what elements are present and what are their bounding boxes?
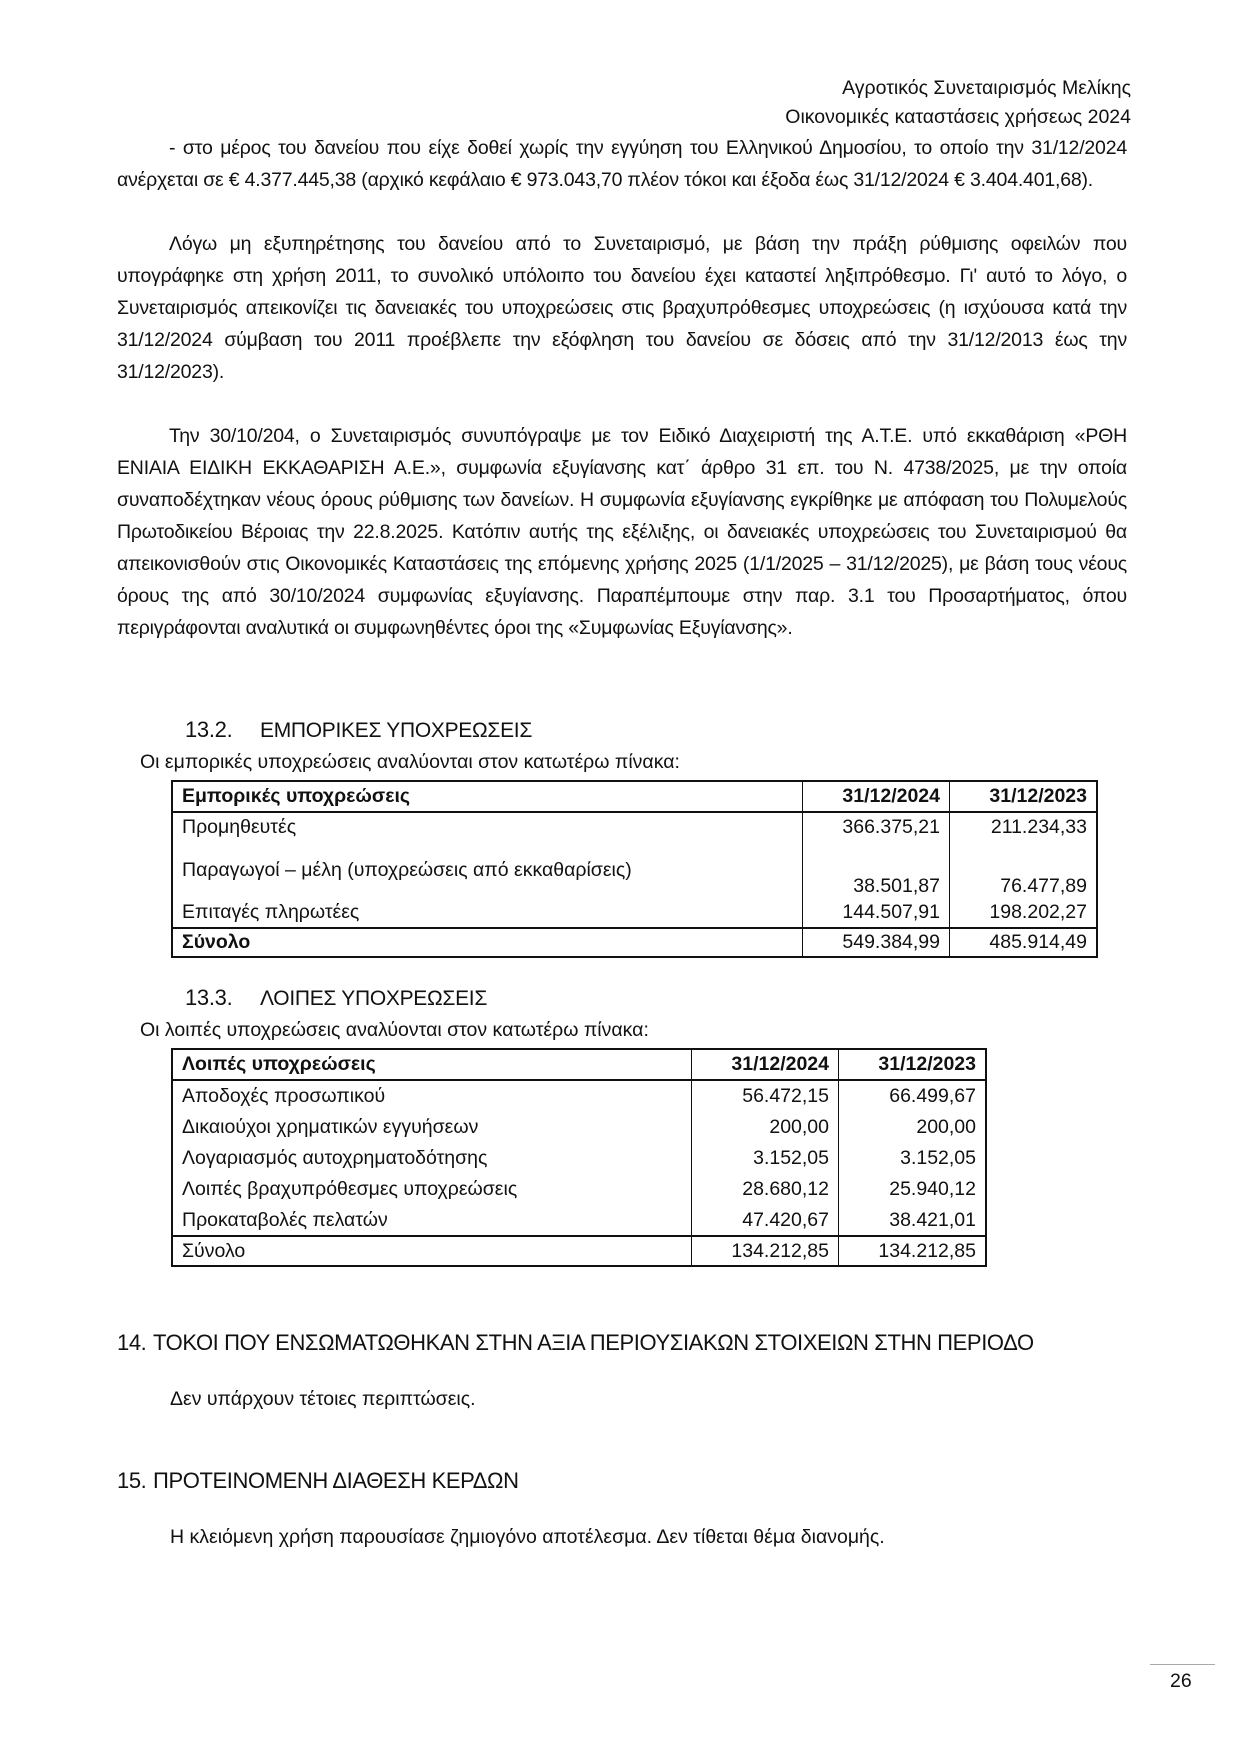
table-row xyxy=(172,842,1097,898)
row-label: Επιταγές πληρωτέες xyxy=(172,898,803,928)
section-title: ΛΟΙΠΕΣ ΥΠΟΧΡΕΩΣΕΙΣ xyxy=(260,987,487,1010)
section-13-3-heading xyxy=(185,985,487,1011)
table-row xyxy=(172,1080,986,1112)
row-label: Λογαριασμός αυτοχρηματοδότησης xyxy=(172,1143,692,1174)
trade-payables-table xyxy=(171,780,1098,958)
row-label: Προμηθευτές xyxy=(172,812,803,842)
value-2024: 38.501,87 xyxy=(803,842,950,898)
total-label: Σύνολο xyxy=(172,928,803,957)
value-2023: 76.477,89 xyxy=(1000,875,1087,897)
table-row xyxy=(172,1205,986,1236)
section-title: ΕΜΠΟΡΙΚΕΣ ΥΠΟΧΡΕΩΣΕΙΣ xyxy=(260,719,533,742)
section-number: 13.3. xyxy=(185,985,233,1010)
header-organization: Αγροτικός Συνεταιρισμός Μελίκης xyxy=(842,77,1131,99)
table-total-row xyxy=(172,928,1097,957)
section-title: ΤΟΚΟΙ ΠΟΥ ΕΝΣΩΜΑΤΩΘΗΚΑΝ ΣΤΗΝ ΑΞΙΑ ΠΕΡΙΟΥΣΙΑΚΩΝ ΣΤΟΙΧΕΙΩΝ ΣΤΗΝ ΠΕΡΙΟΔΟ xyxy=(153,1330,1034,1355)
paragraph-restructuring-agreement: Την 30/10/204, ο Συνεταιρισμός συνυπόγραψε με τον Ειδικό Διαχειριστή της Α.Τ.Ε. υπό εκκαθάριση «ΡΘΗ ΕΝΙΑΙΑ ΕΙΔΙΚΗ ΕΚΚΑΘΑΡΙΣΗ Α.Ε.», συμφωνία εξυγίανσης κατ΄ άρθρο 31 επ. του Ν. 4738/2025, με την οποία συναποδέχτηκαν νέους όρους ρύθμισης των δανείων. Η συμφωνία εξυγίανσης εγκρίθηκε με απόφαση του Πολυμελούς Πρωτοδικείου Βέροιας την 22.8.2025. Κατόπιν αυτής της εξέλιξης, οι δανειακές υποχρεώσεις του Συνεταιρισμού θα απεικονισθούν στις Οικονομικές Καταστάσεις της επόμενης χρήσης 2025 (1/1/2025 – 31/12/2025), με βάση τους νέους όρους της από 30/10/2024 συμφωνίας εξυγίανσης. Παραπέμπουμε στην παρ. 3.1 του Προσαρτήματος, όπου περιγράφονται αναλυτικά οι συμφωνηθέντες όροι της «Συμφωνίας Εξυγίανσης». xyxy=(117,425,1127,639)
column-header: 31/12/2023 xyxy=(839,1049,987,1080)
row-label: Δικαιούχοι χρηματικών εγγυήσεων xyxy=(172,1112,692,1143)
header-document-title: Οικονομικές καταστάσεις χρήσεως 2024 xyxy=(785,106,1131,128)
total-2024: 549.384,99 xyxy=(803,928,950,957)
table-header-row xyxy=(172,1049,986,1080)
footer-divider xyxy=(1150,1664,1215,1665)
column-header: Εμπορικές υποχρεώσεις xyxy=(172,781,803,812)
column-header: 31/12/2024 xyxy=(692,1049,839,1080)
total-2023: 134.212,85 xyxy=(839,1236,987,1266)
table-header-row xyxy=(172,781,1097,812)
section-15-heading xyxy=(117,1468,519,1494)
value-2023: 198.202,27 xyxy=(989,901,1087,923)
value-2024: 56.472,15 xyxy=(692,1080,839,1112)
table-total-row xyxy=(172,1236,986,1266)
paragraph-loan-without-guarantee: - στο μέρος του δανείου που είχε δοθεί χωρίς την εγγύηση του Ελληνικού Δημοσίου, το οποίο την 31/12/2024 ανέρχεται σε € 4.377.445,38 (αρχικό κεφάλαιο € 973.043,70 πλέον τόκοι και έξοδα έως 31/12/2024 € 3.404.401,68). xyxy=(117,137,1127,191)
value-2023: 211.234,33 xyxy=(990,816,1087,838)
section-13-2-heading xyxy=(185,717,532,743)
row-label: Προκαταβολές πελατών xyxy=(172,1205,692,1236)
value-2023: 3.152,05 xyxy=(900,1147,976,1169)
section-15-body: Η κλειόμενη χρήση παρουσίασε ζημιογόνο αποτέλεσμα. Δεν τίθεται θέμα διανομής. xyxy=(170,1526,885,1548)
table-row xyxy=(172,1174,986,1205)
section-13-2-intro: Οι εμπορικές υποχρεώσεις αναλύονται στον κατωτέρω πίνακα: xyxy=(140,751,680,773)
value-2024: 3.152,05 xyxy=(692,1143,839,1174)
section-14-heading xyxy=(117,1330,1034,1356)
table-row xyxy=(172,898,1097,928)
section-14-body: Δεν υπάρχουν τέτοιες περιπτώσεις. xyxy=(170,1388,476,1410)
total-2024: 134.212,85 xyxy=(692,1236,839,1266)
value-2023: 38.421,01 xyxy=(889,1208,976,1231)
table-row xyxy=(172,1112,986,1143)
column-header: 31/12/2024 xyxy=(803,781,950,812)
value-2024: 47.420,67 xyxy=(692,1205,839,1236)
row-label: Λοιπές βραχυπρόθεσμες υποχρεώσεις xyxy=(172,1174,692,1205)
value-2023: 200,00 xyxy=(916,1116,976,1138)
paragraph-overdue-loan: Λόγω μη εξυπηρέτησης του δανείου από το Συνεταιρισμό, με βάση την πράξη ρύθμισης οφειλών που υπογράφηκε στη χρήση 2011, το συνολικό υπόλοιπο του δανείου έχει καταστεί ληξιπρόθεσμο. Γι' αυτό το λόγο, ο Συνεταιρισμός απεικονίζει τις δανειακές του υποχρεώσεις στις βραχυπρόθεσμες υποχρεώσεις (η ισχύουσα κατά την 31/12/2024 σύμβαση του 2011 προέβλεπε την εξόφληση του δανείου σε δόσεις από την 31/12/2013 έως την 31/12/2023). xyxy=(117,233,1127,383)
section-number: 14. xyxy=(117,1330,147,1355)
row-label: Αποδοχές προσωπικού xyxy=(172,1080,692,1112)
page-number: 26 xyxy=(1170,1670,1192,1692)
table-row xyxy=(172,812,1097,842)
row-label: Παραγωγοί – μέλη (υποχρεώσεις από εκκαθαρίσεις) xyxy=(172,842,803,898)
page-header xyxy=(785,74,1131,132)
section-number: 15. xyxy=(117,1468,147,1493)
column-header: Λοιπές υποχρεώσεις xyxy=(172,1049,692,1080)
value-2024: 144.507,91 xyxy=(803,898,950,928)
other-payables-table xyxy=(171,1048,987,1267)
section-title: ΠΡΟΤΕΙΝΟΜΕΝΗ ΔΙΑΘΕΣΗ ΚΕΡΔΩΝ xyxy=(153,1468,519,1493)
value-2023: 66.499,67 xyxy=(889,1085,976,1107)
section-13-3-intro: Οι λοιπές υποχρεώσεις αναλύονται στον κατωτέρω πίνακα: xyxy=(140,1019,649,1041)
section-number: 13.2. xyxy=(185,717,233,742)
value-2024: 28.680,12 xyxy=(692,1174,839,1205)
column-header: 31/12/2023 xyxy=(950,781,1098,812)
value-2024: 200,00 xyxy=(692,1112,839,1143)
total-2023: 485.914,49 xyxy=(950,928,1098,957)
table-row xyxy=(172,1143,986,1174)
total-label: Σύνολο xyxy=(172,1236,692,1266)
value-2024: 366.375,21 xyxy=(803,812,950,842)
value-2023: 25.940,12 xyxy=(889,1178,976,1200)
